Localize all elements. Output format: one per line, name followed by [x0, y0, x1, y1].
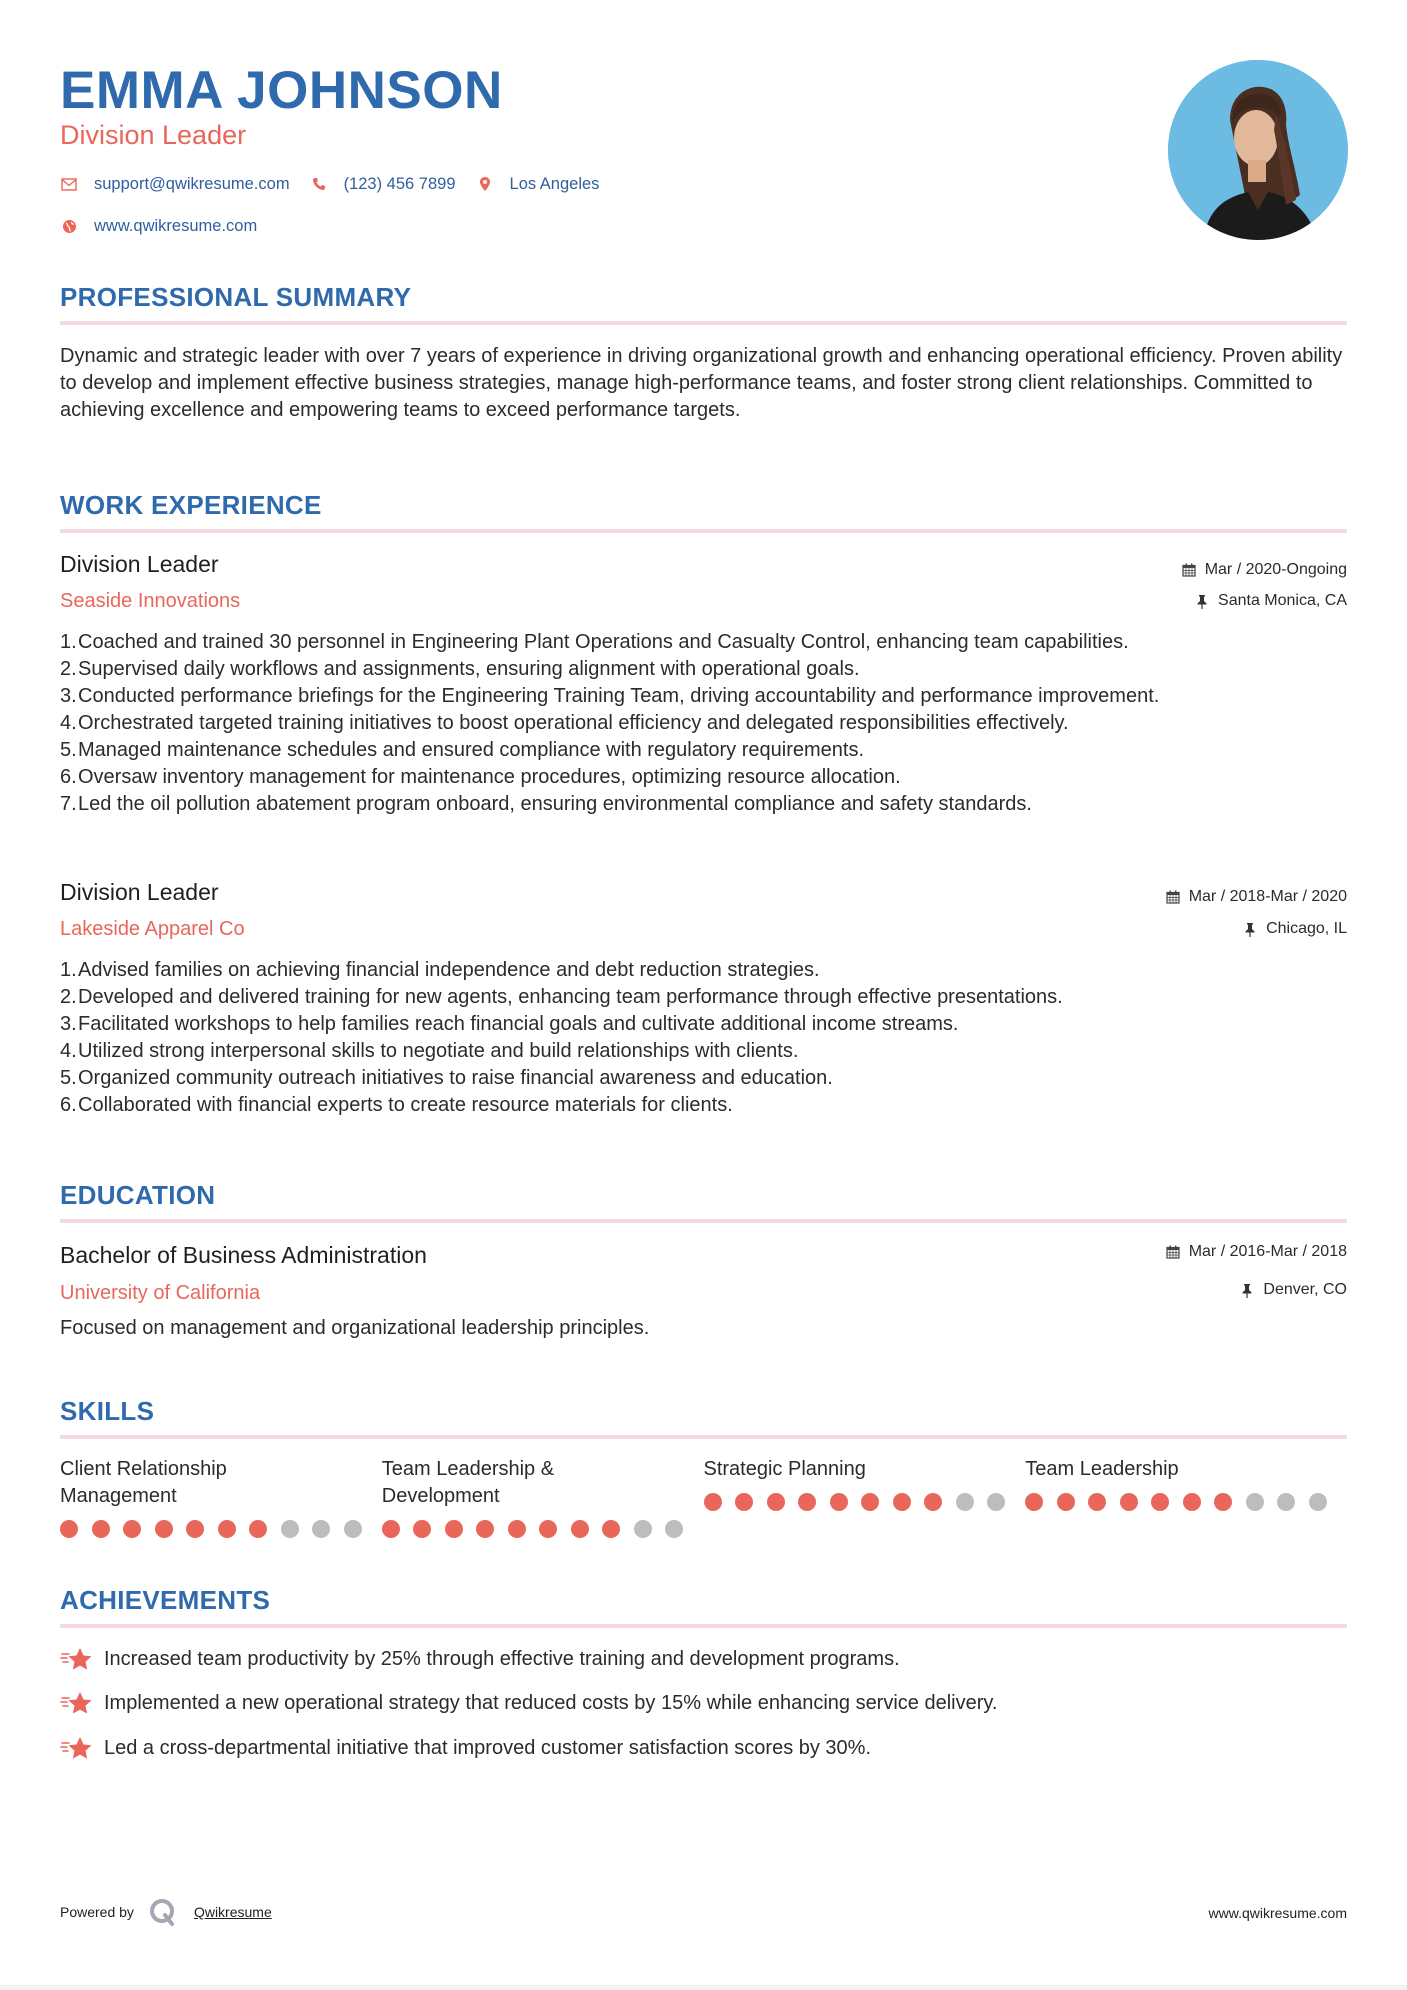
skill-rating	[382, 1520, 704, 1538]
rating-dot-filled	[1088, 1493, 1106, 1511]
section-heading-skills: SKILLS	[60, 1396, 155, 1426]
star-icon	[60, 1645, 94, 1673]
pushpin-icon	[1194, 593, 1210, 609]
rating-dot-filled	[123, 1520, 141, 1538]
section-heading-education: EDUCATION	[60, 1180, 216, 1210]
rating-dot-filled	[476, 1520, 494, 1538]
education-location	[1239, 1279, 1347, 1301]
bullet-text: Advised families on achieving financial independence and debt reduction strategies.	[78, 959, 820, 981]
list-item	[60, 1092, 1347, 1119]
bullet-text: Coached and trained 30 personnel in Engineering Plant Operations and Casualty Control, enhancing team capabilities.	[78, 631, 1129, 653]
skill-item	[1025, 1456, 1347, 1538]
job-dates-text: Mar / 2020-Ongoing	[1204, 561, 1347, 578]
rating-dot-filled	[92, 1520, 110, 1538]
skill-name: Client Relationship Management	[60, 1458, 227, 1507]
rating-dot-filled	[508, 1520, 526, 1538]
company-name: Seaside Innovations	[60, 590, 241, 612]
rating-dot-empty	[312, 1520, 330, 1538]
job-location-text: Santa Monica, CA	[1218, 592, 1347, 609]
rating-dot-filled	[798, 1493, 816, 1511]
skill-item	[60, 1456, 382, 1538]
pushpin-icon	[1242, 921, 1258, 937]
bullet-text: Facilitated workshops to help families reach financial goals and cultivate additional income streams.	[78, 1013, 959, 1035]
map-pin-icon	[476, 175, 494, 193]
star-icon	[60, 1734, 94, 1762]
summary-text: Dynamic and strategic leader with over 7 years of experience in driving organizational growth and enhancing operational efficiency. Proven ability to develop and implement effective business strategies, manage high-performance teams, and foster strong client relationships. Committed to achieving excellence and empowering teams to exceed performance targets.	[60, 345, 1343, 421]
rating-dot-filled	[413, 1520, 431, 1538]
rating-dot-filled	[218, 1520, 236, 1538]
bullet-number: 4.	[60, 1040, 77, 1062]
bullet-number: 2.	[60, 986, 77, 1008]
rating-dot-filled	[830, 1493, 848, 1511]
bullet-text: Orchestrated targeted training initiatives to boost operational efficiency and delegated responsibilities effectively.	[78, 712, 1069, 734]
job-title: Division Leader	[60, 879, 219, 905]
skill-name: Strategic Planning	[703, 1458, 866, 1480]
skill-item	[704, 1456, 1026, 1538]
achievement-item	[60, 1645, 900, 1673]
bullet-number: 6.	[60, 766, 77, 788]
rating-dot-empty	[281, 1520, 299, 1538]
rating-dot-filled	[539, 1520, 557, 1538]
list-item	[60, 791, 1347, 818]
education-description: Focused on management and organizational leadership principles.	[60, 1317, 650, 1339]
rating-dot-filled	[1025, 1493, 1043, 1511]
bullet-text: Collaborated with financial experts to create resource materials for clients.	[78, 1094, 733, 1116]
bullet-text: Conducted performance briefings for the Engineering Training Team, driving accountability and performance improvement.	[78, 685, 1160, 707]
skill-rating	[704, 1493, 1026, 1511]
section-divider	[60, 1624, 1347, 1628]
list-item	[60, 984, 1347, 1011]
page-bottom-edge	[0, 1985, 1407, 1990]
contact-row	[60, 173, 619, 195]
rating-dot-filled	[445, 1520, 463, 1538]
rating-dot-empty	[1309, 1493, 1327, 1511]
list-item	[60, 764, 1347, 791]
powered-by-label: Powered by	[60, 1904, 134, 1920]
bullet-number: 5.	[60, 1067, 77, 1089]
job-bullets	[60, 629, 1347, 818]
school-name: University of California	[60, 1282, 261, 1304]
globe-icon	[60, 217, 78, 235]
rating-dot-filled	[1214, 1493, 1232, 1511]
phone-text: (123) 456 7899	[343, 175, 456, 193]
rating-dot-filled	[60, 1520, 78, 1538]
section-divider	[60, 1435, 1347, 1439]
rating-dot-filled	[1057, 1493, 1075, 1511]
contact-website[interactable]	[60, 215, 257, 237]
list-item	[60, 1038, 1347, 1065]
list-item	[60, 737, 1347, 764]
job-title: Division Leader	[60, 551, 219, 577]
rating-dot-filled	[382, 1520, 400, 1538]
skill-name: Team Leadership	[1025, 1458, 1179, 1480]
bullet-number: 3.	[60, 685, 77, 707]
job-dates	[1165, 886, 1347, 908]
bullet-text: Organized community outreach initiatives to raise financial awareness and education.	[78, 1067, 833, 1089]
qwikresume-link[interactable]: Qwikresume	[193, 1904, 272, 1920]
bullet-number: 1.	[60, 959, 77, 981]
achievement-text: Led a cross-departmental initiative that improved customer satisfaction scores by 30%.	[104, 1736, 872, 1759]
education-dates-text: Mar / 2016-Mar / 2018	[1188, 1243, 1347, 1260]
job-dates	[1181, 559, 1347, 581]
job-location	[1242, 918, 1347, 940]
skill-item	[382, 1456, 704, 1538]
website-text: www.qwikresume.com	[94, 217, 258, 235]
candidate-name: EMMA JOHNSON	[60, 61, 503, 120]
skills-grid	[60, 1456, 1347, 1538]
achievement-item	[60, 1734, 871, 1762]
envelope-icon	[60, 175, 78, 193]
rating-dot-filled	[1183, 1493, 1201, 1511]
company-name: Lakeside Apparel Co	[60, 918, 245, 940]
bullet-number: 7.	[60, 793, 77, 815]
rating-dot-empty	[1246, 1493, 1264, 1511]
rating-dot-filled	[735, 1493, 753, 1511]
rating-dot-filled	[1120, 1493, 1138, 1511]
section-heading-achievements: ACHIEVEMENTS	[60, 1585, 271, 1615]
star-icon	[60, 1689, 94, 1717]
profile-photo	[1168, 60, 1348, 240]
bullet-number: 3.	[60, 1013, 77, 1035]
bullet-number: 1.	[60, 631, 77, 653]
pushpin-icon	[1239, 1282, 1255, 1298]
qwikresume-logo-icon	[148, 1897, 178, 1927]
calendar-icon	[1165, 889, 1181, 905]
achievement-text: Increased team productivity by 25% through effective training and development programs.	[104, 1647, 900, 1670]
rating-dot-empty	[956, 1493, 974, 1511]
degree-name: Bachelor of Business Administration	[60, 1242, 427, 1268]
list-item	[60, 710, 1347, 737]
rating-dot-filled	[249, 1520, 267, 1538]
bullet-number: 5.	[60, 739, 77, 761]
bullet-text: Managed maintenance schedules and ensured compliance with regulatory requirements.	[78, 739, 865, 761]
job-location-text: Chicago, IL	[1266, 920, 1347, 937]
job-dates-text: Mar / 2018-Mar / 2020	[1188, 888, 1347, 905]
job-bullets	[60, 957, 1347, 1119]
email-text: support@qwikresume.com	[94, 175, 290, 193]
rating-dot-filled	[893, 1493, 911, 1511]
bullet-text: Supervised daily workflows and assignments, ensuring alignment with operational goals.	[78, 658, 860, 680]
education-dates	[1165, 1241, 1347, 1263]
section-divider	[60, 1219, 1347, 1223]
bullet-number: 4.	[60, 712, 77, 734]
achievement-item	[60, 1689, 997, 1717]
rating-dot-empty	[665, 1520, 683, 1538]
section-divider	[60, 529, 1347, 533]
rating-dot-filled	[571, 1520, 589, 1538]
footer-powered-by	[60, 1897, 272, 1927]
list-item	[60, 683, 1347, 710]
list-item	[60, 656, 1347, 683]
contact-row-website	[60, 215, 277, 237]
contact-phone[interactable]	[310, 173, 456, 195]
rating-dot-filled	[924, 1493, 942, 1511]
rating-dot-filled	[155, 1520, 173, 1538]
rating-dot-empty	[987, 1493, 1005, 1511]
calendar-icon	[1181, 562, 1197, 578]
rating-dot-filled	[186, 1520, 204, 1538]
calendar-icon	[1165, 1244, 1181, 1260]
skill-rating	[60, 1520, 382, 1538]
location-text: Los Angeles	[509, 175, 600, 193]
rating-dot-filled	[767, 1493, 785, 1511]
section-divider	[60, 321, 1347, 325]
list-item	[60, 1065, 1347, 1092]
skill-rating	[1025, 1493, 1347, 1511]
section-heading-summary: PROFESSIONAL SUMMARY	[60, 282, 412, 312]
phone-icon	[310, 175, 328, 193]
achievement-text: Implemented a new operational strategy that reduced costs by 15% while enhancing service delivery.	[104, 1691, 998, 1714]
rating-dot-filled	[704, 1493, 722, 1511]
footer-website-link[interactable]: www.qwikresume.com	[1208, 1905, 1347, 1921]
rating-dot-empty	[634, 1520, 652, 1538]
contact-email[interactable]	[60, 173, 290, 195]
rating-dot-filled	[861, 1493, 879, 1511]
bullet-text: Oversaw inventory management for maintenance procedures, optimizing resource allocation.	[78, 766, 901, 788]
list-item	[60, 1011, 1347, 1038]
bullet-text: Utilized strong interpersonal skills to negotiate and build relationships with clients.	[78, 1040, 799, 1062]
section-heading-experience: WORK EXPERIENCE	[60, 490, 322, 520]
rating-dot-filled	[602, 1520, 620, 1538]
candidate-title: Division Leader	[60, 120, 247, 150]
bullet-text: Developed and delivered training for new agents, enhancing team performance through effective presentations.	[78, 986, 1063, 1008]
skill-name: Team Leadership & Development	[381, 1458, 555, 1507]
rating-dot-empty	[344, 1520, 362, 1538]
bullet-text: Led the oil pollution abatement program onboard, ensuring environmental compliance and safety standards.	[78, 793, 1032, 815]
job-location	[1194, 590, 1347, 612]
rating-dot-filled	[1151, 1493, 1169, 1511]
contact-location	[476, 173, 600, 195]
list-item	[60, 957, 1347, 984]
education-location-text: Denver, CO	[1263, 1281, 1347, 1298]
bullet-number: 2.	[60, 658, 77, 680]
list-item	[60, 629, 1347, 656]
bullet-number: 6.	[60, 1094, 77, 1116]
rating-dot-empty	[1277, 1493, 1295, 1511]
